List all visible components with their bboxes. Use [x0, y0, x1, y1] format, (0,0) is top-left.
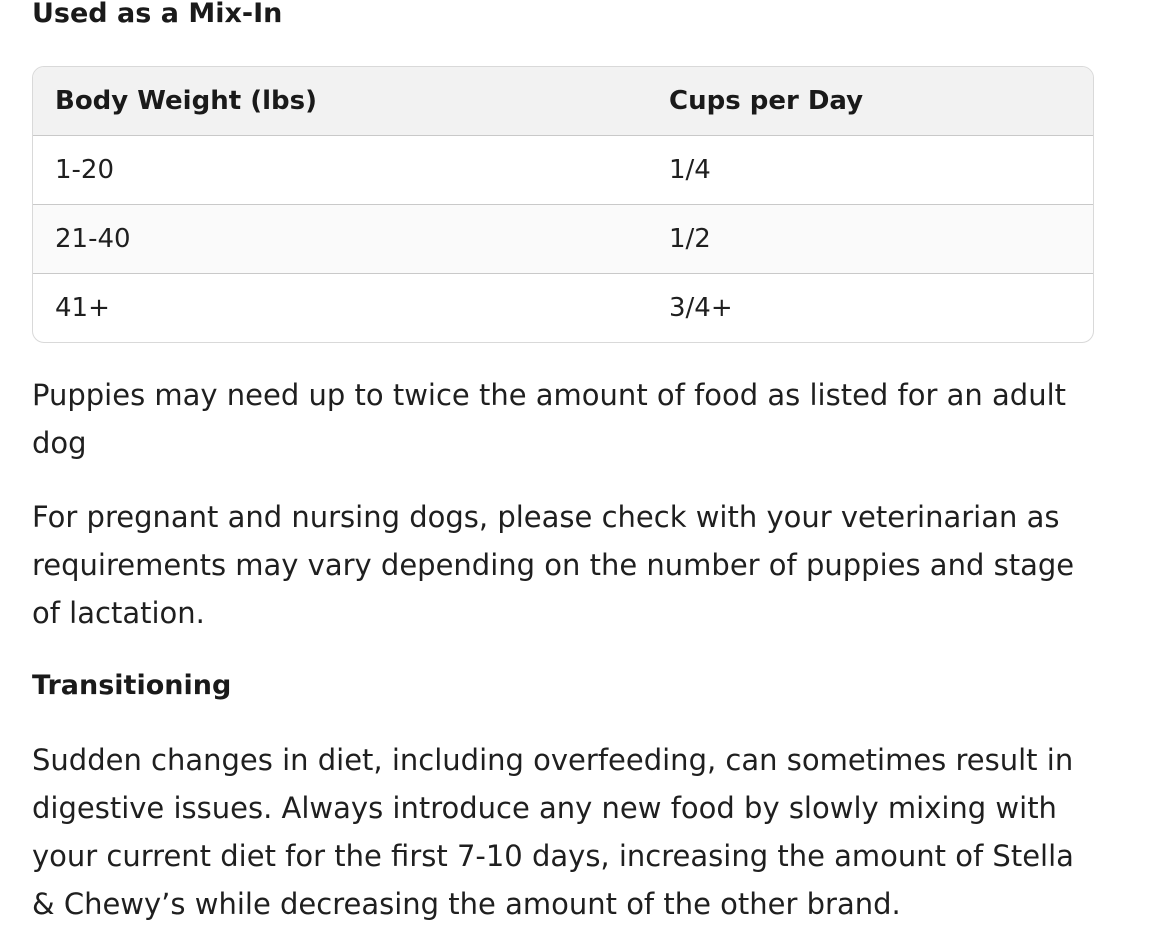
body-weight-cell: 41+	[55, 293, 110, 323]
feeding-table-container	[32, 66, 1094, 343]
table-header-row	[33, 67, 1093, 136]
cups-per-day-cell: 1/2	[647, 205, 1093, 274]
cups-per-day-cell: 1/4	[647, 136, 1093, 205]
body-weight-cell: 1-20	[33, 136, 647, 205]
feeding-table	[33, 67, 1093, 342]
transitioning-body: Sudden changes in diet, including overfeeding, can sometimes result in digestive issues. Always introduce any new food by slowly mixing with your current diet for the first 7-10 days, increasing the amount of Stella & Chewy’s while decreasing the amount of the other brand.	[32, 743, 1074, 921]
cups-per-day-cell: 3/4+	[669, 293, 733, 323]
column-header-body-weight: Body Weight (lbs)	[33, 67, 647, 136]
mix-in-heading: Used as a Mix-In	[32, 0, 283, 29]
pregnant-nursing-note: For pregnant and nursing dogs, please check with your veterinarian as requirements may vary depending on the number of puppies and stage of lactation.	[32, 500, 1075, 630]
table-row	[33, 274, 1093, 343]
puppies-note: Puppies may need up to twice the amount of food as listed for an adult dog	[32, 378, 1067, 460]
transitioning-heading: Transitioning	[32, 670, 232, 701]
table-row	[33, 205, 1093, 274]
column-header-cups-per-day: Cups per Day	[647, 67, 1093, 136]
body-weight-cell: 21-40	[33, 205, 647, 274]
table-row	[33, 136, 1093, 205]
